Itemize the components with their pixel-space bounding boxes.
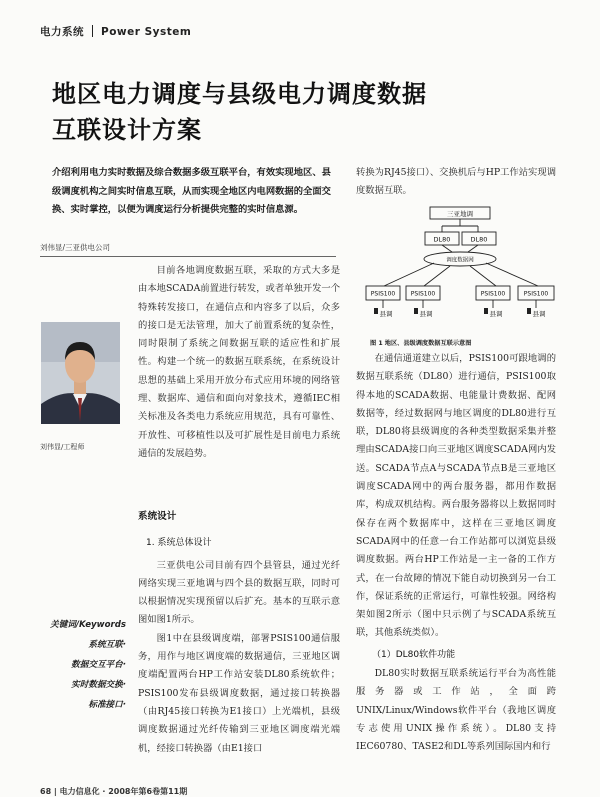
county-label: 县调 (532, 310, 546, 318)
computer-icon (414, 308, 418, 314)
article-title (52, 76, 427, 148)
psis-label: PSIS100 (480, 290, 506, 298)
page-footer: 68 | 电力信息化 · 2008年第6卷第11期 (40, 787, 188, 796)
computer-icon (374, 308, 378, 314)
psis-label: PSIS100 (523, 290, 549, 298)
keyword-item: 数据交互平台· (71, 660, 126, 670)
computer-icon (484, 308, 488, 314)
right-paragraph: 转换为RJ45接口）、交换机后与HP工作站实现调度数据互联。 (356, 167, 556, 197)
intro-column (138, 262, 340, 463)
journal-name: 电力系统 (40, 26, 84, 38)
right-top-text (356, 164, 556, 201)
right-paragraph: DL80实时数据互联系统运行平台为高性能服务器或工作站，全面跨UNIX/Linux/Windows软件平台（我地区调度专志使用UNIX操作系统）。DL80支持IEC60780、TASE2和DL等系列国际国内和行 (356, 668, 556, 753)
right-body (356, 350, 556, 757)
header-divider (92, 25, 93, 37)
computer-icon (527, 308, 531, 314)
dl80-a-label: DL80 (433, 235, 451, 244)
author-photo (41, 322, 120, 424)
dl80-b-label: DL80 (470, 235, 488, 244)
section-paragraph: 图1中在县级调度端，部署PSIS100通信服务，用作与地区调度端的数据通信，三亚地区调度端配置两台HP工作站安装DL80系统软件；PSIS100发布县级调度数据，通过接口转换器（由RJ45接口转换为E1接口）上光端机，县级调度数据通过光纤传输到三亚地区调度端光端机，经接口转换器（由E1接口 (138, 632, 340, 754)
figure-1-diagram (362, 204, 558, 336)
keyword-item: 标准接口· (88, 700, 126, 710)
psis-label: PSIS100 (410, 290, 436, 298)
network-label: 调度数据网 (446, 257, 474, 264)
title-line-1: 地区电力调度与县级电力调度数据 (52, 79, 427, 108)
keyword-item: 实时数据交换· (71, 680, 126, 690)
keywords-block (46, 615, 126, 715)
county-label: 县调 (419, 310, 433, 318)
keywords-label: 关键词/Keywords (50, 620, 126, 630)
psis-label: PSIS100 (370, 290, 396, 298)
journal-header (40, 24, 191, 39)
section-paragraph: 三亚供电公司目前有四个县管县，通过光纤网络实现三亚地调与四个县的数据互联，同时可以根据情况实现预留以后扩充。基本的互联示意图如图1所示。 (138, 559, 340, 626)
photo-caption: 刘伟显/工程师 (40, 443, 85, 451)
subsection-heading: （1）DL80软件功能 (372, 649, 456, 660)
right-paragraph: 在通信通道建立以后，PSIS100可跟地调的数据互联系统（DL80）进行通信，PSIS100取得本地的SCADA数据、电能量计费数据、配网数据等，经过数据网与地区调度的DL80进行互联，DL80将县级调度的各种类型数据采集并整理由SCADA接口向三亚地区调度SCADA网内发送。SCADA节点A与SCADA节点B是三亚地区调度SCADA网中的两台服务器，都用作数据库，构成双机结构。两台服务器将以上数据同时保存在两个数据库中，这样在三亚地区调度SCADA网中的任意一台工作站都可以浏览县级调度数据。两台HP工作站是一主一备的工作方式，在一台故障的情况下能自动切换到另一台工作，保证系统的正常运行，可靠性较强。网络构架如图2所示（图中只示例了与SCADA系统互联，其他系统类似）。 (356, 353, 556, 639)
intro-paragraph: 目前各地调度数据互联，采取的方式大多是由本地SCADA前置进行转发，或者单独开发一个特殊转发接口，在通信点和内容多了以后，众多的接口是无法管理，加大了前置系统的复杂性，同时限制了系统之间数据互联的适应性和扩展性。构建一个统一的数据互联系统，在系统设计思想的基础上采用开放分布式应用环境的网络管理、数据库、通信和面向对象技术，遵循IEC相关标准及各类电力系统应用规范，具有可靠性、开放性、可移植性以及可扩展性是目前电力系统通信的发展趋势。 (138, 265, 340, 459)
subsection-heading: 1. 系统总体设计 (146, 538, 212, 549)
title-line-2: 互联设计方案 (52, 115, 202, 144)
county-label: 县调 (379, 310, 393, 318)
section-heading: 系统设计 (138, 511, 177, 522)
county-label: 县调 (489, 310, 503, 318)
divider-line (40, 256, 336, 257)
author-line: 刘伟显/三亚供电公司 (40, 243, 111, 252)
figure-caption: 图 1 地区、县级调度数据互联示意图 (370, 340, 472, 347)
journal-name-en: Power System (101, 26, 192, 38)
top-box-label: 三亚地调 (447, 210, 473, 218)
keyword-item: 系统互联· (88, 640, 126, 650)
design-section (138, 508, 340, 758)
abstract: 介绍利用电力实时数据及综合数据多级互联平台，有效实现地区、县级调度机构之间实时信息互联，从而实现全地区内电网数据的全面交换、实时掌控，以便为调度运行分析提供完整的实时信息源。 (52, 167, 331, 215)
